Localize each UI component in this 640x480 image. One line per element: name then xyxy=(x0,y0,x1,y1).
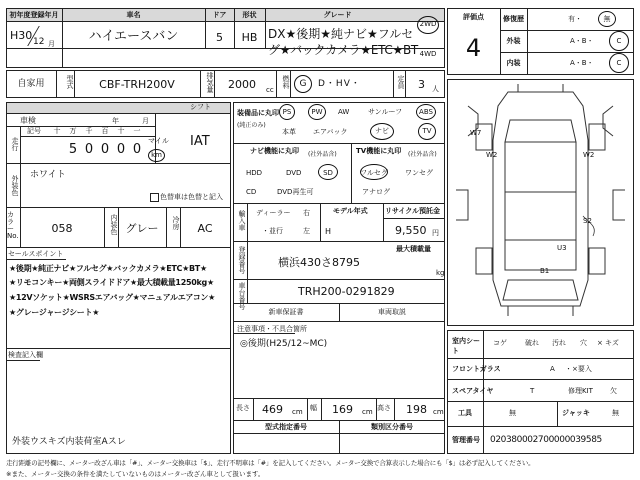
length-unit: cm xyxy=(292,408,303,416)
ac-label: 冷房 xyxy=(172,216,180,230)
width-label: 幅 xyxy=(310,404,317,412)
equip-navi: ナビ xyxy=(375,127,389,135)
digit-label-5: 十 xyxy=(117,127,125,135)
displacement-unit: cc xyxy=(266,86,274,94)
repair-options: 有・ xyxy=(568,15,582,23)
reg-year: H30 xyxy=(10,29,33,42)
navi-label: ナビ機能に丸印 xyxy=(250,147,299,155)
inspection-label: 車検 xyxy=(20,116,36,125)
registration: 横浜430さ8795 xyxy=(278,256,360,269)
mileage-digit-4: 0 xyxy=(132,142,142,157)
length-label: 長さ xyxy=(236,404,250,412)
color: ホワイト xyxy=(30,170,66,180)
front-glass-label: フロントガラス xyxy=(452,365,501,373)
tools-value: 無 xyxy=(509,409,516,417)
management-label: 管理番号 xyxy=(452,436,480,444)
digit-label-4: 百 xyxy=(101,127,109,135)
navi-hdd: HDD xyxy=(246,169,263,177)
color-label: 外装色 xyxy=(11,175,19,196)
vin: TRH200-0291829 xyxy=(298,285,395,298)
import-label: 輸入車 xyxy=(238,210,246,231)
spare-tire-label: スペアタイヤ xyxy=(452,387,494,395)
digit-label-0: 記号 xyxy=(27,127,41,135)
shape: HB xyxy=(241,31,258,44)
mileage-digit-3: 0 xyxy=(116,142,126,157)
jack-value: 無 xyxy=(612,409,619,417)
color-no: 058 xyxy=(51,222,73,235)
score: 4 xyxy=(465,34,482,62)
digit-label-2: 万 xyxy=(69,127,77,135)
fuel-options: D・HV・ xyxy=(318,79,361,89)
width: 169 xyxy=(332,403,353,416)
length: 469 xyxy=(262,403,283,416)
displacement: 2000 xyxy=(228,78,256,91)
fuel-label: 燃料 xyxy=(282,75,290,89)
diagram-label-w2b: W2 xyxy=(583,151,595,159)
tv-sublabel: (社外品含) xyxy=(408,151,437,158)
inspector-label: 検査記入欄 xyxy=(8,351,43,359)
navi-cd: CD xyxy=(246,188,257,196)
fuel-g: G xyxy=(299,79,307,89)
inspection-month-unit: 月 xyxy=(142,117,149,125)
mileage-digit-0: 5 xyxy=(68,142,78,157)
capacity-unit: 人 xyxy=(432,85,439,93)
unit-mile: マイル xyxy=(148,137,169,145)
first-reg-label: 初年度登録年月 xyxy=(9,11,59,19)
equip-abs: ABS xyxy=(419,108,433,116)
color-change-note: 色替車は色替と記入 xyxy=(160,193,223,201)
shift: IAT xyxy=(190,134,210,149)
vehicle-manual: 車両取説 xyxy=(378,308,406,316)
inspector-note: 外装ウスキズ内装荷室Aスレ xyxy=(12,437,126,447)
management-number: 020380002700000039585 xyxy=(490,435,602,445)
equip-tv: TV xyxy=(422,127,432,135)
sheet-item-4: キズ xyxy=(605,339,619,347)
equip-sunroof: サンルーフ xyxy=(368,108,403,116)
usage: 自家用 xyxy=(17,79,45,89)
shift-label: シフト xyxy=(190,103,211,111)
exterior-label: 外装 xyxy=(506,37,521,45)
score-label: 評価点 xyxy=(463,13,484,21)
tv-oneseg: ワンセグ xyxy=(405,169,433,177)
diagram-label-w7: W7 xyxy=(470,129,482,137)
navi-dvd: DVD xyxy=(286,169,302,177)
tv-analog: アナログ xyxy=(362,188,390,196)
import-right: 右 xyxy=(303,209,310,217)
drive-4wd: 4WD xyxy=(419,50,437,58)
interior-options: A・B・ xyxy=(570,59,594,67)
diagram-label-b1: B1 xyxy=(540,267,550,275)
mileage-digit-1: 0 xyxy=(84,142,94,157)
type-designation-label: 型式指定番号 xyxy=(265,423,307,431)
digit-label-3: 千 xyxy=(85,127,93,135)
notes-header: 注意事項・不具合箇所 xyxy=(237,325,307,333)
import-dealer: ディーラー xyxy=(256,209,291,217)
equip-ps: PS xyxy=(282,108,292,116)
sales-line-1: ★リモコンキー★両側スライドドア★最大積載量1250kg★ xyxy=(9,278,214,287)
doors: 5 xyxy=(216,31,223,44)
recycle-label: リサイクル預託金 xyxy=(385,207,441,215)
sheet-item-1: 破れ xyxy=(525,339,539,347)
exterior-options: A・B・ xyxy=(570,37,594,45)
sales-line-3: ★グレージャージシート★ xyxy=(9,308,100,317)
tools-label: 工具 xyxy=(458,409,472,417)
inspection-year-unit: 年 xyxy=(112,117,119,125)
import-parallel: ・並行 xyxy=(262,227,283,235)
height-label: 高さ xyxy=(377,404,391,412)
new-car-warranty: 新車保証書 xyxy=(268,308,304,316)
car-diagram xyxy=(448,80,633,325)
recycle-unit: 円 xyxy=(432,229,439,237)
max-load-unit: kg xyxy=(436,269,445,277)
exterior-grade: C xyxy=(616,37,622,45)
height-unit: cm xyxy=(433,408,444,416)
category-label: 類別区分番号 xyxy=(371,423,413,431)
vin-label: 車台番号 xyxy=(238,282,246,310)
unit-km: km xyxy=(151,151,162,159)
front-glass-value: A xyxy=(550,365,555,373)
grade-line2: グ★バックカメラ★ETC★BT xyxy=(268,43,418,57)
model: CBF-TRH200V xyxy=(99,78,175,91)
ac: AC xyxy=(197,222,213,235)
repair-label: 修復歴 xyxy=(503,15,524,23)
interior-color-label: 内装色 xyxy=(110,214,118,235)
displacement-label: 排気量 xyxy=(206,72,214,93)
capacity: 3 xyxy=(418,78,425,91)
model-label: 型式 xyxy=(66,75,74,89)
interior-sheet-label: 室内シート xyxy=(452,337,480,355)
doors-label: ドア xyxy=(212,11,227,19)
repair-none: 無 xyxy=(603,15,611,23)
equip-pw: PW xyxy=(311,108,323,116)
reg-month: 12 xyxy=(33,37,45,47)
color-no-label: カラーNo. xyxy=(7,211,19,240)
tv-label: TV機能に丸印 xyxy=(356,147,402,155)
mileage-digit-2: 0 xyxy=(100,142,110,157)
equip-leather: 本革 xyxy=(282,128,296,136)
sales-line-2: ★12Vソケット★WSRSエアバッグ★マニュアルエアコン★ xyxy=(9,293,215,302)
spare-tire-t: T xyxy=(530,387,535,395)
front-glass-rest: ・×要入 xyxy=(565,365,592,373)
grade-line1: DX★後期★純ナビ★フルセ xyxy=(268,27,414,41)
car-name-label: 車名 xyxy=(126,11,141,19)
sheet-item-2: 汚れ xyxy=(552,339,566,347)
capacity-label: 定員 xyxy=(397,75,405,89)
car-name: ハイエースバン xyxy=(88,29,179,44)
mileage-label: 走行 xyxy=(11,137,19,151)
notes-value: ◎後期(H25/12~MC) xyxy=(240,339,328,349)
interior-label: 内装 xyxy=(506,59,521,67)
max-load-label: 最大積載量 xyxy=(396,245,431,253)
sales-line-0: ★後期★純正ナビ★フルセグ★バックカメラ★ETC★BT★ xyxy=(9,264,207,273)
equip-airbag: エアバック xyxy=(313,128,348,136)
jack-label: ジャッキ xyxy=(562,409,590,417)
diagram-label-s2: S2 xyxy=(583,217,592,225)
sheet-item-0: コゲ xyxy=(493,339,507,347)
spare-tire-kit: 修理KIT xyxy=(568,387,593,395)
equipment-label: 装備品に丸印 xyxy=(237,109,279,117)
shape-label: 形状 xyxy=(242,11,257,19)
registration-label: 登録番号 xyxy=(238,246,246,274)
model-year-h: H xyxy=(325,227,332,236)
footer-line2: ※また、メーター交換の条件を満たしていないものはメーター改ざん車として扱います。 xyxy=(6,470,265,478)
import-left: 左 xyxy=(303,227,310,235)
digit-label-6: 一 xyxy=(133,127,141,135)
reg-month-unit: 月 xyxy=(48,40,55,48)
drive-2wd: 2WD xyxy=(419,20,437,28)
height: 198 xyxy=(406,403,427,416)
sheet-marked-item: × xyxy=(597,339,603,347)
tv-fullseg: フルセグ xyxy=(360,169,388,177)
equip-aw: AW xyxy=(338,108,350,116)
sales-points-label: セールスポイント xyxy=(8,250,64,258)
spare-tire-missing: 欠 xyxy=(610,387,617,395)
interior-grade: C xyxy=(616,59,622,67)
navi-dvd-playback: DVD再生可 xyxy=(277,188,314,196)
equipment-sublabel: (純正のみ) xyxy=(237,122,266,129)
sheet-item-3: 穴 xyxy=(580,339,587,347)
diagram-label-u3: U3 xyxy=(557,244,567,252)
footer-line1: 走行距離の記号欄に、メーター改ざん車は「#」、メーター交換車は「$」、走行不明車は「#」を記入してください。メーター交換で合算表示した場合にも「$」は必ず記入してください。 xyxy=(6,459,535,467)
diagram-label-w2a: W2 xyxy=(486,151,498,159)
navi-sublabel: (社外品含) xyxy=(308,151,337,158)
interior-color: グレー xyxy=(125,222,159,235)
navi-sd: SD xyxy=(323,169,333,177)
grade-label: グレード xyxy=(323,11,352,19)
digit-label-1: 十 xyxy=(53,127,61,135)
recycle-value: 9,550 xyxy=(395,224,427,237)
width-unit: cm xyxy=(362,408,373,416)
model-year-label: モデル年式 xyxy=(333,207,368,215)
